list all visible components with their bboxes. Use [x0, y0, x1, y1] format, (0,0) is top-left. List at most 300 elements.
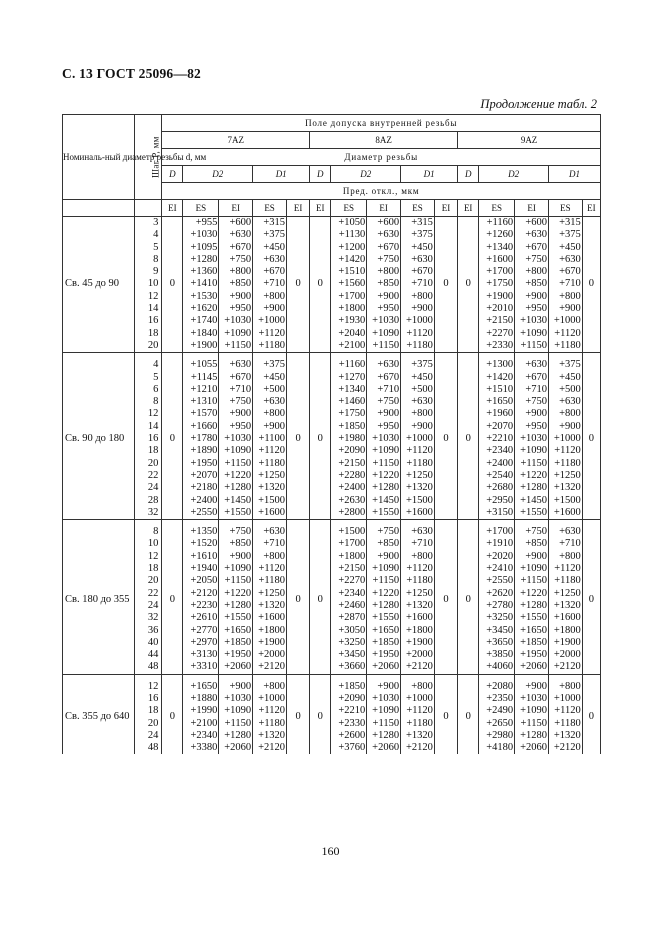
deviation-cell: +750 [367, 526, 401, 538]
group-label: Св. 45 до 90 [63, 217, 135, 353]
d1-ei-cell: 0 [286, 681, 309, 755]
deviation-cell: +1900 [548, 637, 582, 649]
deviation-cell: +2680 [479, 482, 515, 494]
pitch-cell: 6 [134, 384, 161, 396]
deviation-cell: +710 [548, 278, 582, 290]
deviation-cell: +1650 [515, 625, 549, 637]
deviation-cell: +670 [219, 372, 253, 384]
deviation-cell: +710 [401, 278, 435, 290]
deviation-cell: +1055 [183, 359, 219, 371]
deviation-cell: +1000 [401, 693, 435, 705]
deviation-col-header: ES [253, 200, 287, 217]
deviation-cell: +1550 [515, 612, 549, 624]
table-row [63, 526, 601, 538]
deviation-cell: +850 [219, 538, 253, 550]
diam-label-d1: D1 [401, 166, 458, 183]
deviation-cell: +3150 [479, 507, 515, 520]
pitch-cell: 18 [134, 705, 161, 717]
deviation-cell: +3650 [479, 637, 515, 649]
d1-ei-cell: 0 [286, 359, 309, 519]
deviation-cell: +800 [253, 681, 287, 693]
deviation-cell: +2340 [183, 730, 219, 742]
d-ei-cell: 0 [310, 681, 331, 755]
deviation-cell: +2040 [331, 328, 367, 340]
deviation-cell: +1600 [401, 507, 435, 520]
deviation-cell: +710 [401, 538, 435, 550]
deviation-cell: +850 [367, 538, 401, 550]
deviation-cell: +1450 [367, 495, 401, 507]
deviation-cell: +1700 [479, 526, 515, 538]
deviation-cell: +1740 [183, 315, 219, 327]
deviation-cell: +1210 [183, 384, 219, 396]
deviation-col-header: EI [219, 200, 253, 217]
deviation-cell: +710 [548, 538, 582, 550]
deviation-cell: +1150 [219, 718, 253, 730]
deviation-cell: +1150 [219, 458, 253, 470]
deviation-cell: +450 [401, 242, 435, 254]
deviation-cell: +1120 [401, 705, 435, 717]
deviation-cell: +1100 [253, 433, 287, 445]
d1-ei-cell: 0 [434, 217, 457, 353]
deviation-cell: +450 [253, 242, 287, 254]
deviation-cell: +1800 [548, 625, 582, 637]
pitch-cell: 4 [134, 229, 161, 241]
group-label: Св. 355 до 640 [63, 681, 135, 755]
deviation-cell: +1250 [253, 470, 287, 482]
deviation-cell: +1120 [253, 445, 287, 457]
table-row [63, 315, 601, 327]
deviation-cell: +1600 [401, 612, 435, 624]
deviation-cell: +1000 [548, 433, 582, 445]
deviation-cell: +3760 [331, 742, 367, 754]
deviation-cell: +1510 [479, 384, 515, 396]
deviation-cell: +1360 [183, 266, 219, 278]
deviation-cell: +1900 [401, 637, 435, 649]
deviation-cell: +1850 [515, 637, 549, 649]
deviation-cell: +2400 [331, 482, 367, 494]
table-row [63, 242, 601, 254]
deviation-cell: +500 [253, 384, 287, 396]
deviation-cell: +1030 [219, 315, 253, 327]
deviation-cell: +630 [548, 254, 582, 266]
pitch-cell: 14 [134, 421, 161, 433]
deviation-cell: +1090 [515, 328, 549, 340]
deviation-cell: +1650 [219, 625, 253, 637]
pitch-cell: 4 [134, 359, 161, 371]
deviation-cell: +2120 [401, 742, 435, 754]
deviation-cell: +800 [253, 551, 287, 563]
deviation-cell: +1030 [219, 433, 253, 445]
deviation-cell: +2870 [331, 612, 367, 624]
table-row [63, 588, 601, 600]
deviation-cell: +1220 [367, 470, 401, 482]
deviation-cell: +750 [219, 526, 253, 538]
deviation-cell: +1220 [367, 588, 401, 600]
deviation-cell: +1090 [367, 563, 401, 575]
deviation-cell: +950 [219, 303, 253, 315]
pitch-cell: 48 [134, 661, 161, 674]
deviation-cell: +1120 [401, 328, 435, 340]
deviation-cell: +630 [515, 359, 549, 371]
deviation-cell: +2090 [331, 445, 367, 457]
deviation-cell: +900 [367, 408, 401, 420]
d1-ei-cell: 0 [434, 681, 457, 755]
deviation-cell: +1090 [219, 328, 253, 340]
pitch-cell: 18 [134, 445, 161, 457]
deviation-cell: +800 [401, 291, 435, 303]
deviation-cell: +1550 [219, 612, 253, 624]
pitch-cell: 32 [134, 507, 161, 520]
deviation-cell: +2540 [479, 470, 515, 482]
deviation-cell: +710 [367, 384, 401, 396]
deviation-col-header: EI [434, 200, 457, 217]
deviation-cell: +2120 [253, 661, 287, 674]
deviation-cell: +1550 [515, 507, 549, 520]
deviation-cell: +900 [219, 681, 253, 693]
deviation-cell: +950 [367, 421, 401, 433]
deviation-cell: +2490 [479, 705, 515, 717]
deviation-cell: +710 [253, 278, 287, 290]
deviation-cell: +450 [253, 372, 287, 384]
deviation-cell: +630 [401, 254, 435, 266]
deviation-cell: +800 [401, 551, 435, 563]
pitch-cell: 10 [134, 538, 161, 550]
deviation-cell: +1900 [183, 340, 219, 353]
deviation-cell: +1150 [515, 340, 549, 353]
deviation-cell: +1700 [331, 538, 367, 550]
pitch-cell: 24 [134, 600, 161, 612]
table-row [63, 278, 601, 290]
d-ei-cell: 0 [162, 217, 183, 353]
pitch-cell: 22 [134, 470, 161, 482]
deviation-cell: +2100 [183, 718, 219, 730]
deviation-cell: +2400 [183, 495, 219, 507]
table-row [63, 563, 601, 575]
deviation-cell: +900 [367, 551, 401, 563]
deviation-cell: +710 [219, 384, 253, 396]
deviation-cell: +2270 [479, 328, 515, 340]
d1-ei-cell: 0 [434, 526, 457, 674]
deviation-cell: +1180 [253, 575, 287, 587]
deviation-cell: +1500 [548, 495, 582, 507]
deviation-cell: +2330 [479, 340, 515, 353]
pitch-cell: 8 [134, 396, 161, 408]
table-row [63, 384, 601, 396]
table-row [63, 495, 601, 507]
deviation-cell: +1050 [331, 217, 367, 230]
pitch-cell: 44 [134, 649, 161, 661]
deviation-cell: +1550 [367, 612, 401, 624]
deviation-cell: +1800 [331, 551, 367, 563]
deviation-cell: +600 [515, 217, 549, 230]
deviation-cell: +1550 [367, 507, 401, 520]
d-ei-cell: 0 [458, 359, 479, 519]
deviation-cell: +2020 [479, 551, 515, 563]
deviation-col-header: EI [515, 200, 549, 217]
table-row [63, 600, 601, 612]
deviation-cell: +1220 [515, 470, 549, 482]
deviation-cell: +2070 [479, 421, 515, 433]
deviation-cell: +1000 [548, 693, 582, 705]
deviation-cell: +1270 [331, 372, 367, 384]
deviation-cell: +2550 [479, 575, 515, 587]
deviation-cell: +1150 [515, 575, 549, 587]
deviation-cell: +1600 [253, 612, 287, 624]
deviation-cell: +3450 [479, 625, 515, 637]
deviation-cell: +1950 [183, 458, 219, 470]
deviation-cell: +1600 [253, 507, 287, 520]
deviation-cell: +2340 [331, 588, 367, 600]
deviation-cell: +750 [219, 396, 253, 408]
deviation-cell: +1280 [367, 730, 401, 742]
table-row [63, 661, 601, 674]
deviation-cell: +2800 [331, 507, 367, 520]
deviation-cell: +800 [253, 291, 287, 303]
diam-label-d2: D2 [479, 166, 549, 183]
deviation-cell: +315 [401, 217, 435, 230]
deviation-cell: +1800 [253, 625, 287, 637]
d-ei-cell: 0 [310, 526, 331, 674]
deviation-cell: +800 [548, 551, 582, 563]
diam-label-d: D [162, 166, 183, 183]
deviation-cell: +800 [219, 266, 253, 278]
deviation-cell: +1300 [479, 359, 515, 371]
deviation-cell: +1090 [367, 445, 401, 457]
table-row [63, 266, 601, 278]
deviation-cell: +2000 [548, 649, 582, 661]
deviation-cell: +1550 [219, 507, 253, 520]
group-label: Св. 180 до 355 [63, 526, 135, 674]
deviation-cell: +2000 [253, 649, 287, 661]
table-row [63, 408, 601, 420]
pitch-cell: 9 [134, 266, 161, 278]
deviation-cell: +1850 [367, 637, 401, 649]
deviation-cell: +850 [367, 278, 401, 290]
d1-ei-cell: 0 [582, 681, 600, 755]
table-row [63, 538, 601, 550]
deviation-cell: +1650 [367, 625, 401, 637]
deviation-cell: +1220 [219, 588, 253, 600]
table-row [63, 649, 601, 661]
pitch-cell: 18 [134, 328, 161, 340]
deviation-cell: +900 [548, 421, 582, 433]
deviation-cell: +900 [401, 421, 435, 433]
deviation-cell: +1260 [479, 229, 515, 241]
pitch-cell: 28 [134, 495, 161, 507]
deviation-cell: +800 [515, 266, 549, 278]
deviation-cell: +1180 [253, 458, 287, 470]
d-ei-cell: 0 [162, 526, 183, 674]
deviation-cell: +1780 [183, 433, 219, 445]
deviation-cell: +670 [515, 372, 549, 384]
deviation-cell: +2060 [515, 742, 549, 754]
deviation-cell: +1750 [331, 408, 367, 420]
deviation-cell: +630 [253, 396, 287, 408]
deviation-cell: +950 [219, 421, 253, 433]
deviation-col-header: ES [331, 200, 367, 217]
deviation-cell: +1850 [219, 637, 253, 649]
deviation-cell: +950 [367, 303, 401, 315]
deviation-cell: +1960 [479, 408, 515, 420]
deviation-cell: +1160 [479, 217, 515, 230]
deviation-cell: +1160 [331, 359, 367, 371]
deviation-cell: +2150 [479, 315, 515, 327]
deviation-cell: +375 [401, 359, 435, 371]
deviation-cell: +3250 [479, 612, 515, 624]
pitch-cell: 8 [134, 526, 161, 538]
deviation-col-header: ES [548, 200, 582, 217]
deviation-cell: +800 [548, 681, 582, 693]
deviation-cell: +1500 [331, 526, 367, 538]
deviation-cell: +2120 [548, 661, 582, 674]
deviation-cell: +630 [367, 229, 401, 241]
deviation-cell: +1030 [515, 433, 549, 445]
deviation-cell: +2150 [331, 458, 367, 470]
pitch-cell: 36 [134, 625, 161, 637]
pitch-cell: 14 [134, 303, 161, 315]
pitch-cell: 5 [134, 372, 161, 384]
deviation-cell: +1310 [183, 396, 219, 408]
deviation-cell: +1520 [183, 538, 219, 550]
deviation-cell: +1840 [183, 328, 219, 340]
pitch-cell: 10 [134, 278, 161, 290]
deviation-cell: +1090 [219, 563, 253, 575]
deviation-cell: +2120 [183, 588, 219, 600]
deviation-cell: +800 [401, 681, 435, 693]
deviation-cell: +2950 [479, 495, 515, 507]
d1-ei-cell: 0 [286, 526, 309, 674]
table-row [63, 229, 601, 241]
deviation-cell: +3050 [331, 625, 367, 637]
blank-cell [63, 200, 135, 217]
deviation-cell: +1280 [367, 600, 401, 612]
tolerance-table [62, 114, 601, 754]
deviation-cell: +670 [548, 266, 582, 278]
deviation-cell: +950 [515, 421, 549, 433]
deviation-cell: +1120 [548, 328, 582, 340]
deviation-col-header: EI [367, 200, 401, 217]
deviation-col-header: EI [286, 200, 309, 217]
deviation-cell: +900 [219, 408, 253, 420]
deviation-cell: +630 [219, 359, 253, 371]
deviation-cell: +2770 [183, 625, 219, 637]
deviation-cell: +900 [515, 408, 549, 420]
pitch-cell: 22 [134, 588, 161, 600]
deviation-cell: +2090 [331, 693, 367, 705]
deviation-cell: +1150 [219, 340, 253, 353]
deviation-cell: +1280 [515, 482, 549, 494]
deviation-cell: +1145 [183, 372, 219, 384]
deviation-cell: +1850 [331, 681, 367, 693]
deviation-cell: +1090 [219, 705, 253, 717]
deviation-cell: +900 [253, 303, 287, 315]
table-row [63, 217, 601, 230]
deviation-cell: +450 [548, 372, 582, 384]
blank-cell [134, 200, 161, 217]
deviation-cell: +2650 [479, 718, 515, 730]
deviation-col-header: ES [401, 200, 435, 217]
deviation-cell: +1500 [253, 495, 287, 507]
deviation-cell: +2060 [515, 661, 549, 674]
deviation-cell: +900 [515, 681, 549, 693]
d-ei-cell: 0 [310, 217, 331, 353]
deviation-cell: +850 [515, 538, 549, 550]
deviation-cell: +1030 [515, 315, 549, 327]
deviation-cell: +1090 [515, 445, 549, 457]
deviation-cell: +630 [253, 254, 287, 266]
deviation-cell: +2080 [479, 681, 515, 693]
deviation-cell: +2180 [183, 482, 219, 494]
pitch-header: Шаг P, мм [134, 115, 161, 200]
deviation-cell: +375 [253, 359, 287, 371]
pitch-cell: 48 [134, 742, 161, 754]
deviation-cell: +630 [548, 526, 582, 538]
deviation-cell: +1850 [331, 421, 367, 433]
deviation-cell: +500 [548, 384, 582, 396]
deviation-cell: +630 [219, 229, 253, 241]
deviation-cell: +375 [548, 359, 582, 371]
d1-ei-cell: 0 [582, 526, 600, 674]
deviation-cell: +1180 [401, 340, 435, 353]
deviation-cell: +1930 [331, 315, 367, 327]
deviation-cell: +955 [183, 217, 219, 230]
deviation-cell: +1250 [401, 588, 435, 600]
pitch-cell: 24 [134, 730, 161, 742]
deviation-cell: +1280 [183, 254, 219, 266]
deviation-cell: +1600 [548, 612, 582, 624]
deviation-cell: +1650 [479, 396, 515, 408]
deviation-cell: +1350 [183, 526, 219, 538]
deviation-cell: +315 [253, 217, 287, 230]
table-row [63, 705, 601, 717]
deviation-cell: +1180 [253, 340, 287, 353]
deviation-cell: +1320 [401, 600, 435, 612]
deviation-header: Пред. откл., мкм [162, 183, 601, 200]
deviation-cell: +1120 [401, 563, 435, 575]
deviation-cell: +4060 [479, 661, 515, 674]
deviation-cell: +3310 [183, 661, 219, 674]
deviation-cell: +1250 [548, 588, 582, 600]
deviation-cell: +500 [401, 384, 435, 396]
deviation-cell: +900 [367, 291, 401, 303]
nominal-diameter-header: Номиналь-ный диаметр резьбы d, мм [63, 115, 135, 200]
deviation-cell: +3130 [183, 649, 219, 661]
deviation-cell: +2270 [331, 575, 367, 587]
table-row [63, 359, 601, 371]
deviation-cell: +850 [515, 278, 549, 290]
deviation-cell: +2050 [183, 575, 219, 587]
deviation-cell: +750 [219, 254, 253, 266]
table-row [63, 575, 601, 587]
deviation-cell: +1910 [479, 538, 515, 550]
deviation-cell: +1320 [401, 730, 435, 742]
table-row [63, 470, 601, 482]
diam-label-d2: D2 [331, 166, 401, 183]
deviation-cell: +1620 [183, 303, 219, 315]
pitch-cell: 24 [134, 482, 161, 494]
deviation-cell: +1150 [367, 718, 401, 730]
deviation-cell: +1180 [548, 340, 582, 353]
deviation-cell: +1650 [183, 681, 219, 693]
page-header: С. 13 ГОСТ 25096—82 [62, 66, 201, 81]
deviation-cell: +900 [515, 551, 549, 563]
deviation-cell: +950 [515, 303, 549, 315]
deviation-col-header: EI [582, 200, 600, 217]
deviation-cell: +3450 [331, 649, 367, 661]
class-8az-header: 8AZ [310, 132, 458, 149]
deviation-col-header: ES [183, 200, 219, 217]
deviation-cell: +900 [401, 303, 435, 315]
